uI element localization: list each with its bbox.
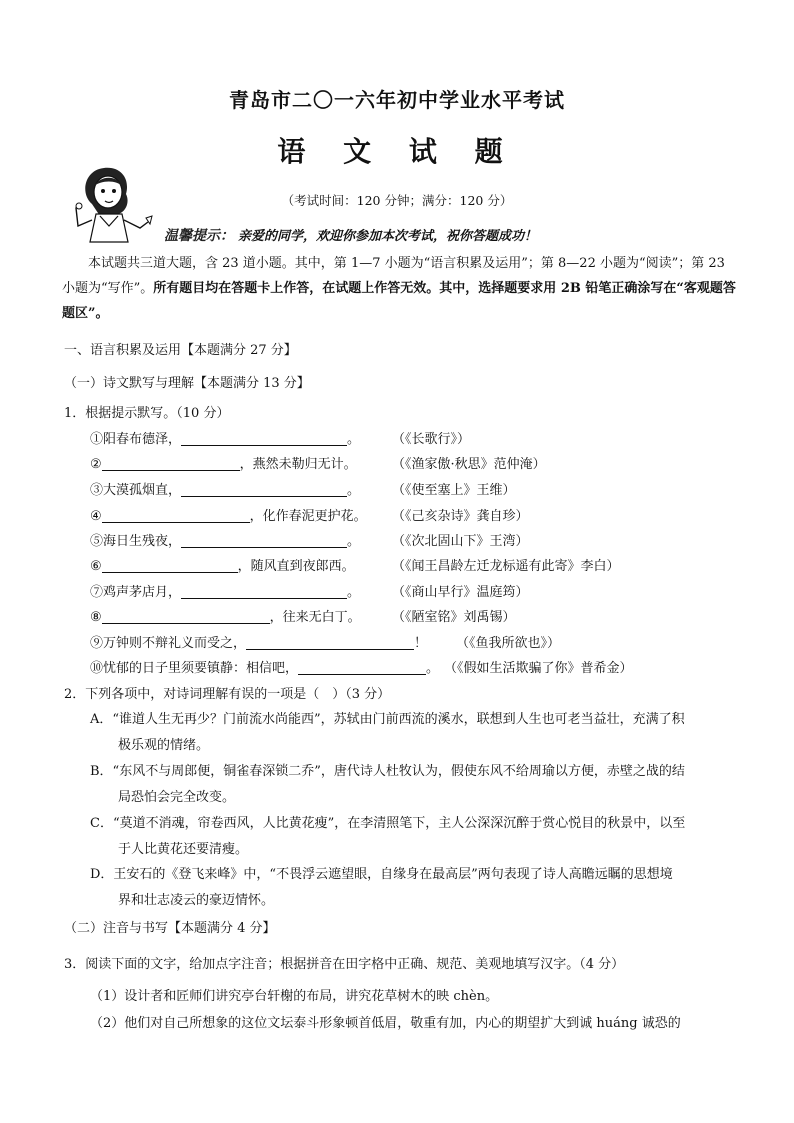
question-3-item-1: （1）设计者和匠师们讲究亭台轩榭的布局，讲究花草树木的映 chèn。 <box>90 989 499 1004</box>
subject-title: 语 文 试 题 <box>277 135 517 168</box>
item-source: （《陋室铭》刘禹锡） <box>392 610 516 625</box>
subsection-heading-1: （一）诗文默写与理解【本题满分 13 分】 <box>64 376 310 391</box>
fill-item <box>90 632 427 651</box>
item-text: 。 <box>347 432 361 447</box>
item-text: ⑦鸡声茅店月， <box>90 585 182 600</box>
fill-item <box>90 453 357 472</box>
exam-time-info: （考试时间：120 分钟；满分：120 分） <box>281 193 513 208</box>
item-text: ，随风直到夜郎西。 <box>237 559 355 574</box>
item-text: 。 <box>347 483 361 498</box>
exam-title: 青岛市二〇一六年初中学业水平考试 <box>229 88 565 112</box>
option-c-continued: 于人比黄花还要清瘦。 <box>118 842 249 857</box>
item-source: （《鱼我所欲也》） <box>456 636 561 651</box>
fill-item <box>90 505 367 524</box>
item-text: ② <box>90 457 102 472</box>
answer-blank[interactable] <box>181 584 347 599</box>
item-source: （《次北固山下》王湾） <box>392 534 529 549</box>
fill-item <box>90 555 355 574</box>
instructions-paragraph <box>62 251 738 326</box>
item-source: （《长歌行》） <box>392 432 471 447</box>
item-text: 。 <box>347 534 361 549</box>
item-source: （《己亥杂诗》龚自珍） <box>392 509 529 524</box>
item-text: ⑥ <box>90 559 102 574</box>
section-heading: 一、语言积累及运用【本题满分 27 分】 <box>64 343 297 358</box>
item-source: （《假如生活欺骗了你》普希金） <box>444 661 633 676</box>
option-c[interactable]: C．“莫道不消魂，帘卷西风，人比黄花瘦”，在李清照笔下，主人公深深沉醉于赏心悦目的秋景中，以至 <box>90 816 686 831</box>
fill-item <box>90 606 361 625</box>
item-text: ⑩忧郁的日子里须要镇静：相信吧， <box>90 661 299 676</box>
instructions-bold-text: 所有题目均在答题卡上作答，在试题上作答无效。其中，选择题要求用 2B 铅笔正确涂写在“客观题答题区”。 <box>62 281 736 321</box>
answer-blank[interactable] <box>102 609 270 624</box>
reminder-text: 亲爱的同学，欢迎你参加本次考试，祝你答题成功！ <box>238 229 538 244</box>
answer-blank[interactable] <box>181 431 347 446</box>
item-source: （《商山早行》温庭筠） <box>392 585 529 600</box>
subsection-heading-2: （二）注音与书写【本题满分 4 分】 <box>64 921 276 936</box>
answer-blank[interactable] <box>181 533 347 548</box>
question-3-item-2: （2）他们对自己所想象的这位文坛泰斗形象顿首低眉，敬重有加，内心的期望扩大到诚 huáng 诚恐的 <box>90 1016 681 1031</box>
fill-item <box>90 657 439 676</box>
question-1: 1．根据提示默写。（10 分） <box>64 406 230 421</box>
question-3: 3．阅读下面的文字，给加点字注音；根据拼音在田字格中正确、规范、美观地填写汉字。（4 分） <box>64 957 625 972</box>
fill-item <box>90 479 360 498</box>
option-b-continued: 局恐怕会完全改变。 <box>118 790 236 805</box>
option-a-continued: 极乐观的情绪。 <box>118 738 210 753</box>
item-text: ③大漠孤烟直， <box>90 483 182 498</box>
question-2: 2．下列各项中，对诗词理解有误的一项是（ ）（3 分） <box>64 687 391 702</box>
item-source: （《使至塞上》王维） <box>392 483 516 498</box>
reminder-label: 温馨提示： <box>164 228 234 244</box>
instructions-text: 本试题共三道大题，含 23 道小题。其中，第 1—7 小题为“语言积累及运用”；第 8—22 小题为“阅读”；第 23 小题为“写作”。 <box>62 256 725 296</box>
item-text: ，往来无白丁。 <box>269 610 361 625</box>
option-b[interactable]: B．“东风不与周郎便，铜雀春深锁二乔”，唐代诗人杜牧认为，假使东风不给周瑜以方便，赤壁之战的结 <box>90 764 685 779</box>
item-text: ！ <box>414 636 428 651</box>
answer-blank[interactable] <box>102 456 240 471</box>
item-text: ，化作春泥更护花。 <box>249 509 367 524</box>
answer-blank[interactable] <box>246 635 414 650</box>
item-text: ⑧ <box>90 610 102 625</box>
option-d[interactable]: D．王安石的《登飞来峰》中，“不畏浮云遮望眼，自缘身在最高层”两句表现了诗人高瞻远瞩的思想境 <box>90 867 673 882</box>
answer-blank[interactable] <box>102 558 238 573</box>
item-text: ④ <box>90 509 102 524</box>
item-source: （《闻王昌龄左迁龙标遥有此寄》李白） <box>392 559 620 574</box>
reminder <box>164 225 537 245</box>
option-d-continued: 界和壮志凌云的豪迈情怀。 <box>118 893 275 908</box>
item-text: ⑤海日生残夜， <box>90 534 182 549</box>
option-a[interactable]: A．“谁道人生无再少？门前流水尚能西”，苏轼由门前西流的溪水，联想到人生也可老当益壮，充满了积 <box>90 712 685 727</box>
fill-item <box>90 530 360 549</box>
item-text: ⑨万钟则不辩礼义而受之， <box>90 636 247 651</box>
item-text: ，燕然未勒归无计。 <box>239 457 357 472</box>
answer-blank[interactable] <box>102 508 250 523</box>
item-text: 。 <box>426 661 440 676</box>
item-source: （《渔家傲·秋思》范仲淹） <box>392 457 546 472</box>
answer-blank[interactable] <box>298 660 426 675</box>
fill-item <box>90 581 360 600</box>
item-text: ①阳春布德泽， <box>90 432 182 447</box>
answer-blank[interactable] <box>181 482 347 497</box>
fill-item <box>90 428 360 447</box>
item-text: 。 <box>347 585 361 600</box>
